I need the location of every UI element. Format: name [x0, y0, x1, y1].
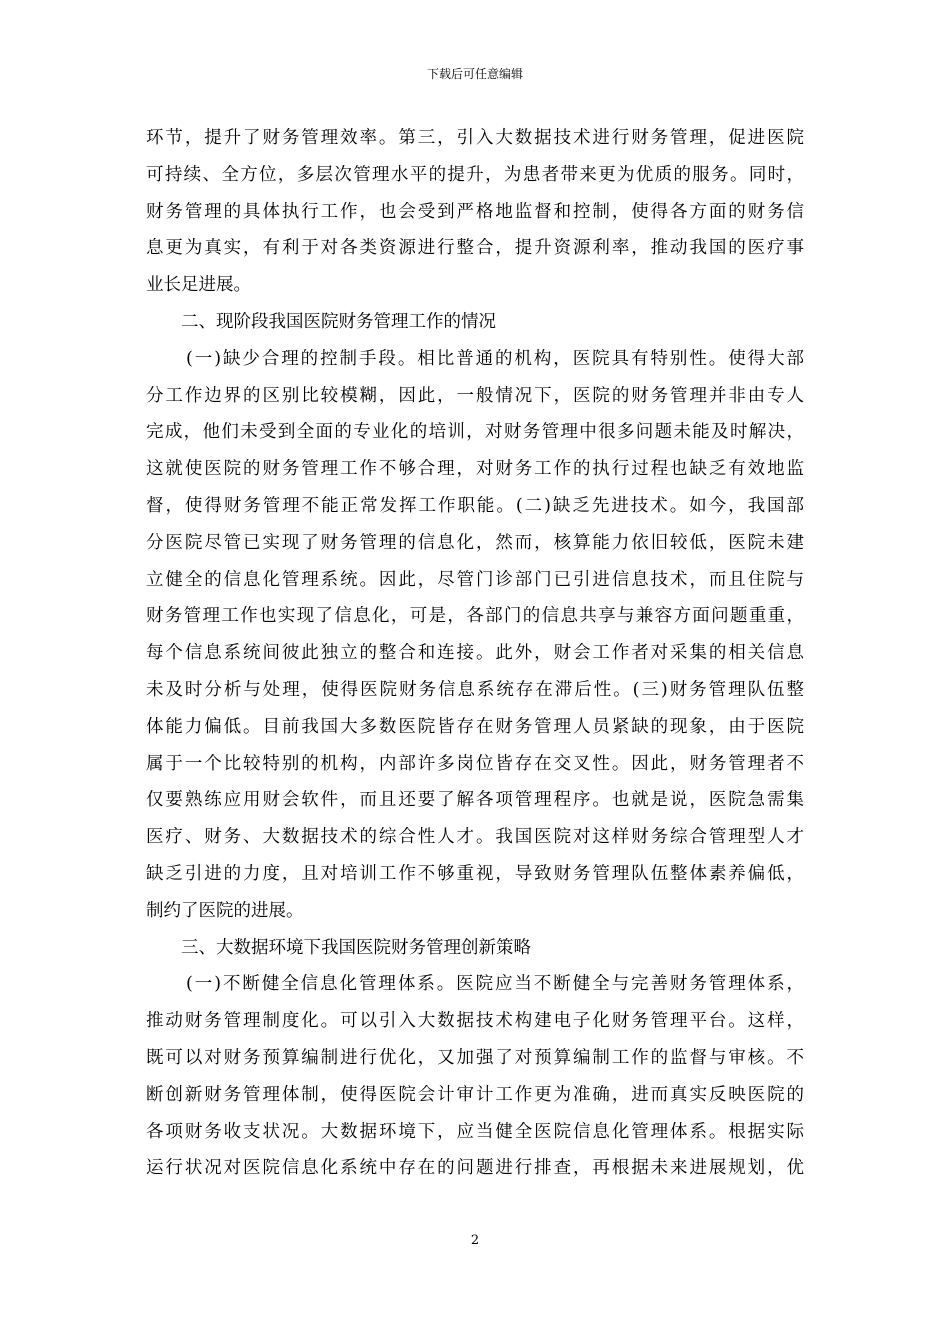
- text-line: 属于一个比较特别的机构，内部许多岗位皆存在交叉性。因此，财务管理者不: [146, 753, 804, 774]
- page-number: 2: [470, 1233, 480, 1248]
- text-line: 三、大数据环境下我国医院财务管理创新策略: [181, 937, 531, 958]
- text-line: (一)缺少合理的控制手段。相比普通的机构，医院具有特别性。使得大部: [186, 348, 804, 369]
- text-line: 各项财务收支状况。大数据环境下，应当健全医院信息化管理体系。根据实际: [146, 1121, 804, 1142]
- text-line: 立健全的信息化管理系统。因此，尽管门诊部门已引进信息技术，而且住院与: [146, 569, 804, 590]
- text-line: 未及时分析与处理，使得医院财务信息系统存在滞后性。(三)财务管理队伍整: [146, 679, 804, 700]
- document-body: [146, 120, 804, 1187]
- text-line: 既可以对财务预算编制进行优化，又加强了对预算编制工作的监督与审核。不: [146, 1047, 804, 1068]
- text-line: 体能力偏低。目前我国大多数医院皆存在财务管理人员紧缺的现象，由于医院: [146, 716, 804, 737]
- text-line: 制约了医院的进展。: [146, 900, 304, 921]
- text-line: 督，使得财务管理不能正常发挥工作职能。(二)缺乏先进技术。如今，我国部: [146, 495, 804, 516]
- text-line: 分工作边界的区别比较模糊，因此，一般情况下，医院的财务管理并非由专人: [146, 385, 804, 406]
- text-line: 运行状况对医院信息化系统中存在的问题进行排查，再根据未来进展规划，优: [146, 1158, 804, 1179]
- text-line: 每个信息系统间彼此独立的整合和连接。此外，财会工作者对采集的相关信息: [146, 643, 804, 664]
- text-line: 环节，提升了财务管理效率。第三，引入大数据技术进行财务管理，促进医院: [146, 128, 804, 148]
- text-line: 分医院尽管已实现了财务管理的信息化，然而，核算能力依旧较低，医院未建: [146, 532, 804, 553]
- text-line: 缺乏引进的力度，且对培训工作不够重视，导致财务管理队伍整体素养偏低，: [146, 863, 804, 884]
- text-line: 这就使医院的财务管理工作不够合理，对财务工作的执行过程也缺乏有效地监: [146, 459, 804, 480]
- text-line: (一)不断健全信息化管理体系。医院应当不断健全与完善财务管理体系，: [186, 974, 804, 995]
- text-line: 业长足进展。: [146, 275, 251, 296]
- text-line: 完成，他们未受到全面的专业化的培训，对财务管理中很多问题未能及时解决，: [146, 422, 804, 443]
- text-line: 推动财务管理制度化。可以引入大数据技术构建电子化财务管理平台。这样，: [146, 1011, 804, 1032]
- text-line: 仅要熟练应用财会软件，而且还要了解各项管理程序。也就是说，医院急需集: [146, 790, 804, 811]
- text-line: 可持续、全方位，多层次管理水平的提升，为患者带来更为优质的服务。同时，: [146, 164, 804, 185]
- text-line: 息更为真实，有利于对各类资源进行整合，提升资源利率，推动我国的医疗事: [146, 238, 804, 259]
- text-line: 二、现阶段我国医院财务管理工作的情况: [181, 311, 496, 332]
- text-line: 财务管理的具体执行工作，也会受到严格地监督和控制，使得各方面的财务信: [146, 201, 804, 222]
- text-line: 财务管理工作也实现了信息化，可是，各部门的信息共享与兼容方面问题重重，: [146, 606, 804, 627]
- text-line: 医疗、财务、大数据技术的综合性人才。我国医院对这样财务综合管理型人才: [146, 827, 804, 848]
- text-line: 断创新财务管理体制，使得医院会计审计工作更为准确，进而真实反映医院的: [146, 1084, 804, 1105]
- page-header: 下载后可任意编辑: [426, 67, 523, 81]
